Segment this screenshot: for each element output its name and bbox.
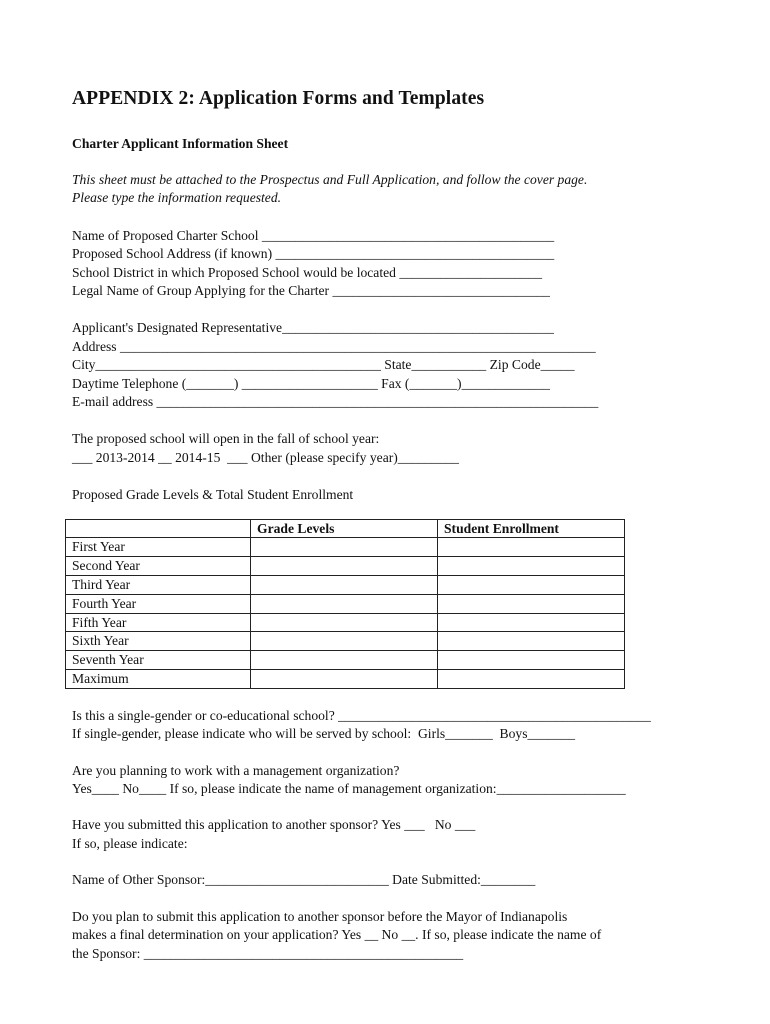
contact-fields	[72, 319, 712, 411]
enrollment-cell[interactable]	[438, 651, 625, 670]
table-row	[66, 632, 625, 651]
row-label: Third Year	[66, 576, 251, 595]
table-header-row	[66, 519, 625, 538]
document-page	[72, 88, 712, 963]
table-row	[66, 670, 625, 689]
legal-name-field[interactable]: Legal Name of Group Applying for the Charter ________________________________	[72, 283, 550, 299]
instruction-line: Please type the information requested.	[72, 190, 282, 206]
school-address-field[interactable]: Proposed School Address (if known) _________________________________________	[72, 246, 555, 262]
row-label: First Year	[66, 538, 251, 557]
management-answer[interactable]: Yes____ No____ If so, please indicate the name of management organization:___________________	[72, 781, 626, 797]
grade-levels-cell[interactable]	[251, 670, 438, 689]
opening-options[interactable]: ___ 2013-2014 __ 2014-15 ___ Other (please specify year)_________	[72, 449, 459, 465]
gender-section	[72, 707, 712, 744]
enrollment-cell[interactable]	[438, 632, 625, 651]
instructions	[72, 171, 712, 208]
management-section	[72, 762, 712, 799]
grade-levels-cell[interactable]	[251, 538, 438, 557]
grade-levels-cell[interactable]	[251, 613, 438, 632]
address-field[interactable]: Address ______________________________________________________________________	[72, 338, 596, 354]
grade-levels-cell[interactable]	[251, 576, 438, 595]
section-title: Charter Applicant Information Sheet	[72, 136, 289, 151]
grade-levels-cell[interactable]	[251, 632, 438, 651]
enrollment-cell[interactable]	[438, 557, 625, 576]
row-label: Fourth Year	[66, 594, 251, 613]
enrollment-heading: Proposed Grade Levels & Total Student Enrollment	[72, 487, 354, 503]
table-row	[66, 576, 625, 595]
school-fields	[72, 227, 712, 301]
table-row	[66, 538, 625, 557]
school-district-field[interactable]: School District in which Proposed School would be located _____________________	[72, 264, 543, 280]
email-field[interactable]: E-mail address _________________________________________________________________	[72, 394, 599, 410]
table-header-cell	[66, 519, 251, 538]
enrollment-cell[interactable]	[438, 670, 625, 689]
management-question: Are you planning to work with a management organization?	[72, 762, 400, 778]
enrollment-cell[interactable]	[438, 594, 625, 613]
grade-levels-cell[interactable]	[251, 651, 438, 670]
table-header-grade-levels: Grade Levels	[251, 519, 438, 538]
mayor-question-line: Do you plan to submit this application to another sponsor before the Mayor of Indianapolis	[72, 908, 568, 924]
mayor-question-line[interactable]: makes a final determination on your application? Yes __ No __. If so, please indicate the name of	[72, 927, 602, 943]
grade-levels-cell[interactable]	[251, 594, 438, 613]
table-row	[66, 594, 625, 613]
telephone-fax-field[interactable]: Daytime Telephone (_______) ____________________ Fax (_______)_____________	[72, 375, 550, 391]
enrollment-cell[interactable]	[438, 613, 625, 632]
enrollment-cell[interactable]	[438, 538, 625, 557]
sponsor-section	[72, 816, 712, 853]
instruction-line: This sheet must be attached to the Prospectus and Full Application, and follow the cover page.	[72, 172, 588, 187]
other-sponsor-field[interactable]: Name of Other Sponsor:___________________________ Date Submitted:________	[72, 872, 536, 888]
table-row	[66, 651, 625, 670]
row-label: Second Year	[66, 557, 251, 576]
row-label: Maximum	[66, 670, 251, 689]
row-label: Fifth Year	[66, 613, 251, 632]
table-row	[66, 557, 625, 576]
gender-question[interactable]: Is this a single-gender or co-educational school? ______________________________________________	[72, 707, 651, 723]
opening-question: The proposed school will open in the fall of school year:	[72, 431, 380, 447]
grade-levels-cell[interactable]	[251, 557, 438, 576]
row-label: Seventh Year	[66, 651, 251, 670]
sponsor-name-field[interactable]: the Sponsor: _______________________________________________	[72, 945, 464, 961]
table-row	[66, 613, 625, 632]
mayor-section	[72, 908, 712, 963]
city-state-zip-field[interactable]: City__________________________________________ State___________ Zip Code_____	[72, 357, 575, 373]
table-header-student-enrollment: Student Enrollment	[438, 519, 625, 538]
row-label: Sixth Year	[66, 632, 251, 651]
sponsor-question[interactable]: Have you submitted this application to another sponsor? Yes ___ No ___	[72, 817, 476, 833]
school-name-field[interactable]: Name of Proposed Charter School ___________________________________________	[72, 227, 555, 243]
document-title: APPENDIX 2: Application Forms and Templates	[72, 88, 485, 109]
sponsor-indicate: If so, please indicate:	[72, 835, 188, 851]
representative-field[interactable]: Applicant's Designated Representative________________________________________	[72, 320, 554, 336]
enrollment-table	[65, 519, 625, 689]
opening-year	[72, 430, 712, 467]
gender-served[interactable]: If single-gender, please indicate who will be served by school: Girls_______ Boys_______	[72, 726, 576, 742]
enrollment-cell[interactable]	[438, 576, 625, 595]
